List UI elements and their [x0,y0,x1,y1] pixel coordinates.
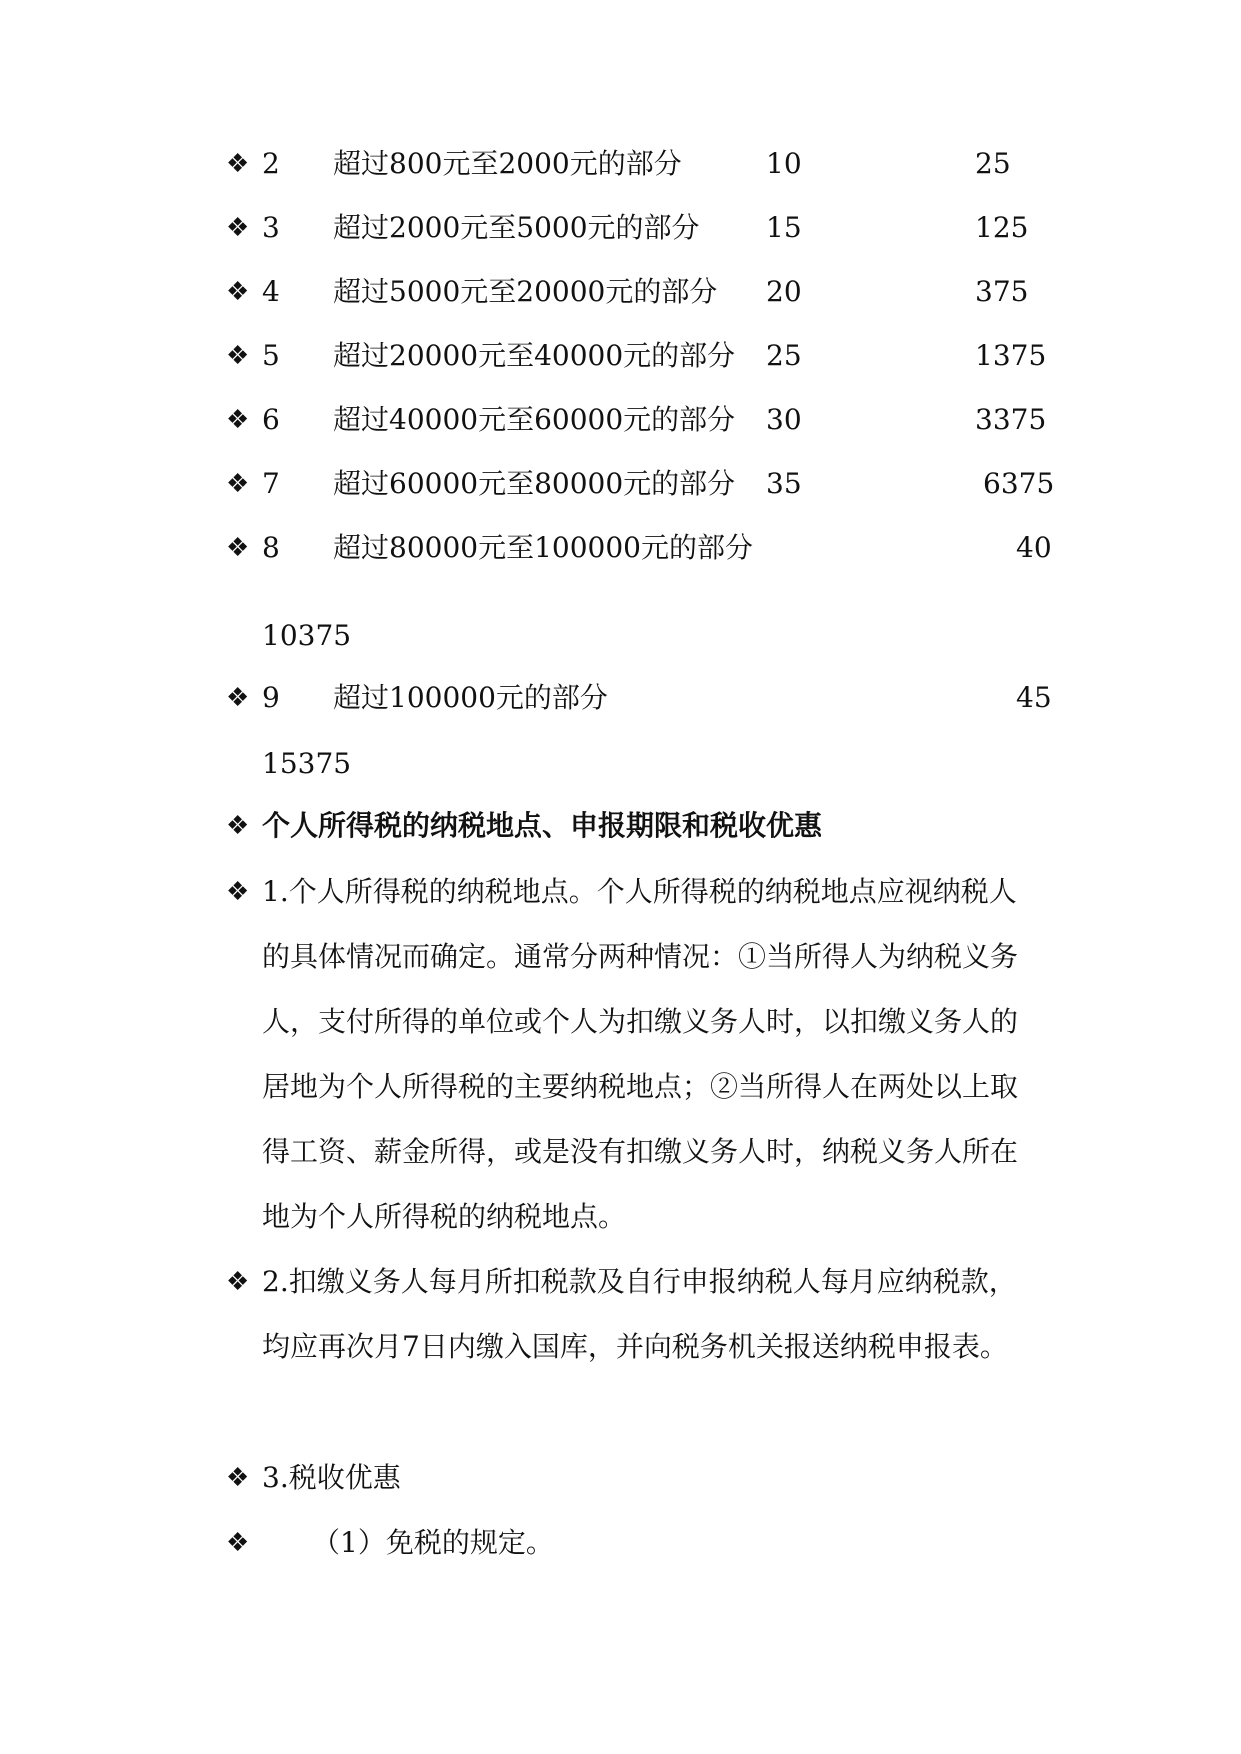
item-3-sub: （1）免税的规定。 [312,1526,554,1559]
tax-deduction: 125 [975,211,1029,244]
tax-range: 超过40000元至60000元的部分 [333,403,736,436]
paragraph-line: 地为个人所得税的纳税地点。 [262,1200,627,1233]
tax-range: 超过20000元至40000元的部分 [333,339,736,372]
item-3-title: 3.税收优惠 [262,1461,401,1494]
tax-level: 5 [262,339,280,372]
tax-rate: 35 [766,467,802,500]
bullet-icon: ❖ [226,149,250,179]
tax-level: 4 [262,275,280,308]
tax-deduction: 25 [975,147,1011,180]
paragraph-line: 居地为个人所得税的主要纳税地点；②当所得人在两处以上取 [262,1070,1019,1103]
tax-deduction: 6375 [983,467,1055,500]
tax-level: 7 [262,467,280,500]
tax-rate: 40 [1016,531,1052,564]
tax-deduction: 10375 [262,619,352,652]
tax-range: 超过800元至2000元的部分 [333,147,682,180]
tax-level: 8 [262,531,280,564]
tax-range: 超过5000元至20000元的部分 [333,275,718,308]
bullet-icon: ❖ [226,1267,250,1297]
tax-level: 3 [262,211,280,244]
bullet-icon: ❖ [226,469,250,499]
tax-level: 6 [262,403,280,436]
paragraph-line: 得工资、薪金所得，或是没有扣缴义务人时，纳税义务人所在 [262,1135,1019,1168]
paragraph-line: 1.个人所得税的纳税地点。个人所得税的纳税地点应视纳税人 [262,875,1017,908]
tax-deduction: 1375 [975,339,1047,372]
bullet-icon: ❖ [226,213,250,243]
tax-deduction: 15375 [262,747,352,780]
tax-range: 超过2000元至5000元的部分 [333,211,700,244]
bullet-icon: ❖ [226,341,250,371]
tax-deduction: 375 [975,275,1029,308]
paragraph-line: 均应再次月7日内缴入国库，并向税务机关报送纳税申报表。 [262,1330,1008,1363]
tax-level: 2 [262,147,280,180]
bullet-icon: ❖ [226,683,250,713]
tax-rate: 10 [766,147,802,180]
tax-range: 超过80000元至100000元的部分 [333,531,753,564]
bullet-icon: ❖ [226,811,250,841]
tax-rate: 20 [766,275,802,308]
section-heading: 个人所得税的纳税地点、申报期限和税收优惠 [262,809,823,842]
paragraph-line: 的具体情况而确定。通常分两种情况：①当所得人为纳税义务 [262,940,1019,973]
bullet-icon: ❖ [226,1528,250,1558]
bullet-icon: ❖ [226,877,250,907]
tax-range: 超过100000元的部分 [333,681,608,714]
bullet-icon: ❖ [226,405,250,435]
tax-rate: 45 [1016,681,1052,714]
paragraph-line: 2.扣缴义务人每月所扣税款及自行申报纳税人每月应纳税款， [262,1265,1017,1298]
tax-range: 超过60000元至80000元的部分 [333,467,736,500]
tax-rate: 25 [766,339,802,372]
bullet-icon: ❖ [226,533,250,563]
tax-level: 9 [262,681,280,714]
tax-rate: 15 [766,211,802,244]
tax-deduction: 3375 [975,403,1047,436]
tax-rate: 30 [766,403,802,436]
bullet-icon: ❖ [226,1463,250,1493]
bullet-icon: ❖ [226,277,250,307]
paragraph-line: 人，支付所得的单位或个人为扣缴义务人时，以扣缴义务人的 [262,1005,1019,1038]
